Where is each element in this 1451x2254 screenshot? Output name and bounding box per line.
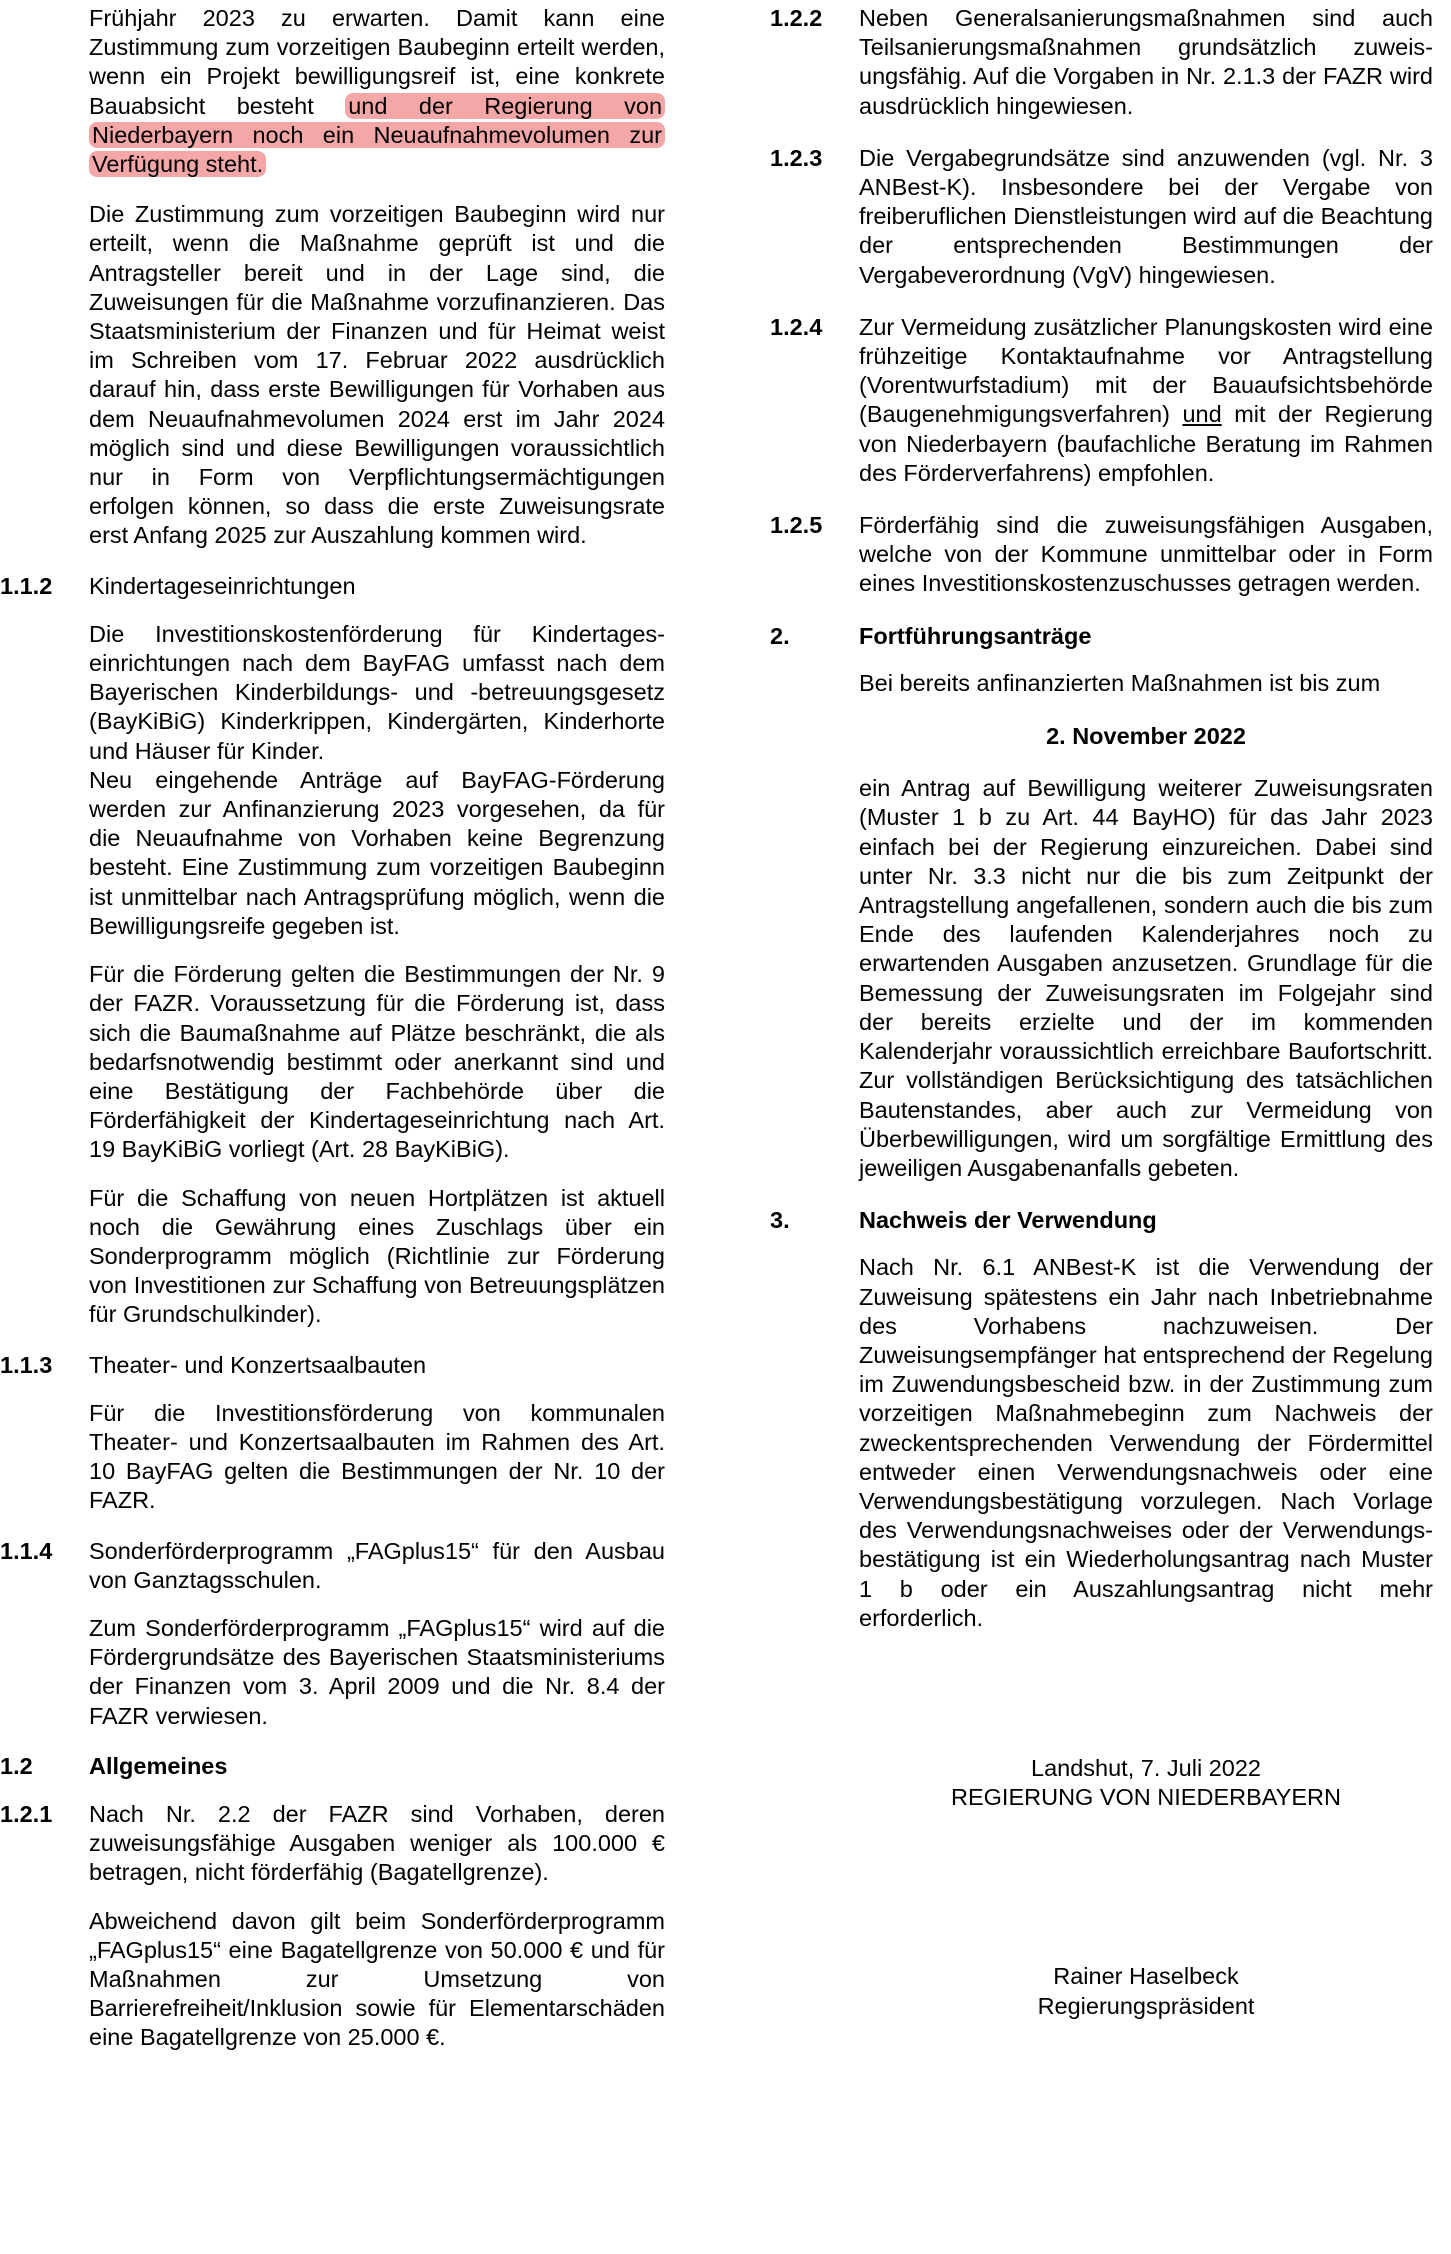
section-title: Fortführungsanträge [859,622,1092,649]
paragraph-planung-b: mit der Regierung von Niederbayern (baufachliche Beratung im Rahmen des Förderverfahrens) empfohlen. [859,401,1433,486]
highlighted-text: und der Regierung von Niederbayern noch ein Neuaufnahmevolumen zur Verfügung steht. [89,93,665,177]
section-2 [770,622,1433,651]
paragraph-planung-a: Zur Vermeidung zusätzlicher Planungskosten wird eine frühzeitige Kontaktaufnahme vor Antragstellung (Vorentwurfstadium) mit der Bauaufsichtsbehörde (Baugenehmigungsverfahren) [859,313,1433,428]
paragraph-vergabe: Die Vergabegrundsätze sind anzuwenden (vgl. Nr. 3 ANBest-K). Insbesondere bei der Vergabe von freiberuflichen Dienstleistungen wird auf die Beachtung der entsprechenden Bestimmungen der Vergabeverordnung (VgV) hingewiesen. [859,144,1433,288]
signer-name: Rainer Haselbeck [1053,1963,1239,1990]
section-number: 1.2 [0,1752,33,1779]
section-3 [770,1206,1433,1235]
paragraph-zustimmung: Die Zustimmung zum vorzeitigen Baubeginn wird nur erteilt, wenn die Maßnahme geprüft ist und die Antragsteller bereit und in der Lage sind, die Zuweisungen für die Maßnahme vorzufinanzieren. Das Staatsministerium der Finanzen und für Heimat weist im Schreiben vom 17. Februar 2022 ausdrücklich darauf hin, dass erste Bewilligungen für Vorhaben aus dem Neuaufnahmevolumen 2024 erst im Jahr 2024 möglich sind und diese Bewilligungen voraussichtlich nur in Form von Verpflichtungsermächtigungen erfolgen können, so dass die erste Zuweisungsrate erst Anfang 2025 zur Auszahlung kommen wird. [89,201,665,549]
section-1-1-4 [0,1537,665,1595]
left-column [0,0,665,2053]
right-column [770,4,1433,2021]
section-title: Theater- und Konzertsaalbauten [89,1351,427,1378]
section-number: 1.2.3 [770,144,823,171]
section-number: 1.2.4 [770,313,823,340]
section-1-2-3 [770,144,1433,290]
paragraph-kita-4: Für die Schaffung von neuen Hortplätzen ist aktuell noch die Gewährung eines Zuschlags über ein Sonderprogramm möglich (Richtlinie zur Förderung von Investitionen zur Schaffung von Betreuungsplätzen für Grundschulkinder). [89,1184,665,1328]
paragraph-planung [859,313,1433,488]
section-title: Kindertageseinrichtungen [89,572,356,599]
section-number: 1.1.2 [0,572,53,599]
paragraph-theater: Für die Investitionsförderung von kommunalen Theater- und Konzertsaalbauten im Rahmen des Art. 10 BayFAG gelten die Bestimmungen der Nr. 10 der FAZR. [89,1399,665,1514]
section-1-2 [0,1752,665,1781]
paragraph-bagatell-2: Abweichend davon gilt beim Sonderförderprogramm „FAGplus15“ eine Bagatellgrenze von 50.000 € und für Maßnahmen zur Umsetzung von Barrierefreiheit/Inklusion sowie für Elementarschäden eine Bagatellgrenze von 25.000 €. [89,1907,665,2051]
section-number: 2. [770,622,790,649]
section-number: 1.1.3 [0,1351,53,1378]
section-1-2-5 [770,511,1433,599]
section-title: Allgemeines [89,1752,228,1779]
paragraph-kita-2-text: Neu eingehende Anträge auf BayFAG-Förderung werden zur Anfinanzierung 2023 vorgesehen, da für die Neuaufnahme von Vorhaben keine Begrenzung besteht. Eine Zustimmung zum vorzeitigen Baubeginn ist unmittelbar nach Antragsprüfung möglich, wenn die Bewilligungsreife gegeben ist. [89,766,665,939]
paragraph-intro [89,4,665,179]
section-number: 1.2.5 [770,512,823,539]
deadline-date: 2. November 2022 [1046,722,1246,749]
authority-name: REGIERUNG VON NIEDERBAYERN [951,1784,1341,1811]
section-number: 1.1.4 [0,1537,53,1564]
section-title: Sonderförderprogramm „FAGplus15“ für den Ausbau von Ganztagsschulen. [89,1537,665,1593]
section-title: Nachweis der Verwendung [859,1207,1157,1234]
paragraph-nachweis: Nach Nr. 6.1 ANBest-K ist die Verwendung der Zuweisung spätestens ein Jahr nach Inbetriebnahme des Vorhabens nachzuweisen. Der Zuweisungsempfänger hat entsprechend der Regelung im Zuwendungsbescheid bzw. in der Zustimmung zum vorzeitigen Maßnahmebeginn zum Nachweis der zweckentsprechenden Verwendung der Fördermittel entweder einen Verwendungsnachweis oder eine Verwendungsbestätigung vorzulegen. Nach Vorlage des Verwendungsnachweises oder der Verwendungsbestätigung ist ein Wiederholungsantrag nach Muster 1 b oder ein Auszahlungsantrag nicht mehr erforderlich. [859,1254,1433,1631]
section-number: 1.2.1 [0,1800,53,1827]
paragraph-kita-3: Für die Förderung gelten die Bestimmungen der Nr. 9 der FAZR. Voraussetzung für die Förderung ist, dass sich die Baumaßnahme auf Plätze beschränkt, die als bedarfsnotwendig bestimmt oder anerkannt sind und eine Bestätigung der Fachbehörde über die Förderfähigkeit der Kindertageseinrichtung nach Art. 19 BayKiBiG vorliegt (Art. 28 BayKiBiG). [89,961,665,1163]
paragraph-fortfuehrung-intro: Bei bereits anfinanzierten Maßnahmen ist bis zum [859,669,1381,696]
paragraph-intro-text: Frühjahr 2023 zu erwarten. Damit kann eine Zustimmung zum vorzeitigen Baubeginn erteilt werden, wenn ein Projekt bewilligungsreif ist, eine konkrete Bauabsicht besteht [89,5,665,119]
place-date: Landshut, 7. Juli 2022 [1031,1754,1261,1781]
paragraph-foerderfaehig: Förderfähig sind die zuweisungsfähigen Ausgaben, welche von der Kommune unmittelbar oder in Form eines Investitionskostenzuschusses getragen werden. [859,512,1433,597]
paragraph-fagplus: Zum Sonderförderprogramm „FAGplus15“ wird auf die Fördergrundsätze des Bayerischen Staatsministeriums der Finanzen vom 3. April 2009 und die Nr. 8.4 der FAZR verwiesen. [89,1614,665,1729]
underlined-word: und [1182,401,1222,428]
paragraph-kita-1 [89,620,665,941]
section-1-1-2 [0,572,665,601]
section-1-2-2 [770,4,1433,121]
paragraph-bagatell-1: Nach Nr. 2.2 der FAZR sind Vorhaben, deren zuweisungsfähige Ausgaben weniger als 100.000 € betragen, nicht förderfähig (Bagatellgrenze). [89,1800,665,1886]
section-number: 3. [770,1207,790,1234]
section-1-2-4 [770,313,1433,488]
paragraph-sanierung: Neben Generalsanierungsmaßnahmen sind auch Teilsanierungsmaßnahmen grundsätzlich zuweisungsfähig. Auf die Vorgaben in Nr. 2.1.3 der FAZR wird ausdrücklich hingewiesen. [859,5,1433,119]
section-1-1-3 [0,1351,665,1380]
section-1-2-1 [0,1800,665,1888]
section-number: 1.2.2 [770,5,823,31]
paragraph-fortfuehrung: ein Antrag auf Bewilligung weiterer Zuweisungsraten (Muster 1 b zu Art. 44 BayHO) für das Jahr 2023 einfach bei der Regierung einzureichen. Dabei sind unter Nr. 3.3 nicht nur die bis zum Zeitpunkt der Antragstellung angefallenen, sondern auch die bis zum Ende des laufenden Kalenderjahres noch zu erwartenden Ausgaben anzusetzen. Grundlage für die Bemessung der Zuweisungsraten im Folgejahr sind der bereits erzielte und der im kommenden Kalenderjahr voraussichtlich erreichbare Baufortschritt. Zur vollständigen Berücksichtigung des tatsächlichen Bautenstandes, aber auch zur Vermeidung von Überbewilligungen, wird um sorgfältige Ermittlung des jeweiligen Ausgabenanfalls gebeten. [859,775,1433,1181]
signer-title: Regierungspräsident [1037,1992,1255,2019]
paragraph-kita-1-text: Die Investitionskostenförderung für Kindertageseinrichtungen nach dem BayFAG umfasst nach dem Bayerischen Kinderbildungs- und -betreuungsgesetz (BayKiBiG) Kinderkrippen, Kindergärten, Kinderhorte und Häuser für Kinder. [89,620,665,764]
